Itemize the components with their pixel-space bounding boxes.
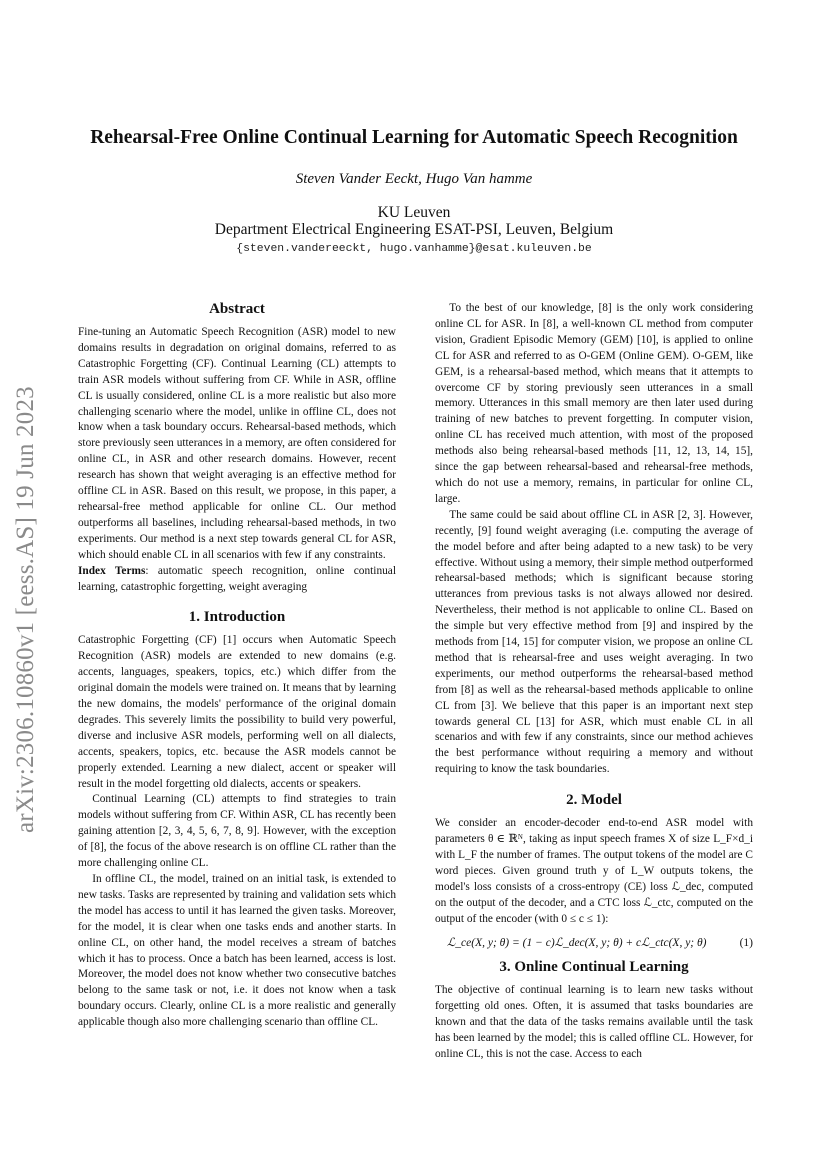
intro-paragraph-1: Catastrophic Forgetting (CF) [1] occurs when Automatic Speech Recognition (ASR) models are extended to new domains (e.g. accents, languages, speakers, topics, etc.) which differ from the original domain the models were trained on. It means that by learning the new domains, the models' performance of the original domain degrades. This severely limits the possibility to build very powerful, diverse and inclusive ASR models, performing well on all dialects, accents, speakers, topics, etc. because the ASR models cannot be properly extended. Learning a new dialect, accent or speaker will result in the model forgetting old dialects, accents or speakers. bbox=[78, 634, 396, 790]
author-emails: {steven.vandereeckt, hugo.vanhamme}@esat.kuleuven.be bbox=[236, 243, 592, 255]
abstract-text: Fine-tuning an Automatic Speech Recognition (ASR) model to new domains results in degradation on original domains, referred to as Catastrophic Forgetting (CF). Continual Learning (CL) attempts to train ASR models without suffering from CF. While in ASR, offline CL is usually considered, online CL is a more realistic but also more challenging scenario where the model, unlike in offline CL, does not know when a task boundary occurs. Rehearsal-based methods, which store previously seen utterances in a memory, are often considered for online CL, in ASR and other research domains. However, recent research has shown that weight averaging is an effective method for offline CL in ASR. Based on this result, we propose, in this paper, a rehearsal-free method applicable for online CL. Our method outperforms all baselines, including rehearsal-based methods, in two experiments. Our method is a next step towards general CL for ASR, which should enable CL in all scenarios with few if any constraints. bbox=[78, 326, 396, 561]
index-terms-text: : automatic speech recognition, online continual learning, catastrophic forgetting, weight averaging bbox=[78, 564, 396, 593]
intro-paragraph-3: In offline CL, the model, trained on an initial task, is extended to new tasks. Tasks are represented by training and validation sets which the model has access to until it has learned the given tasks. Moreover, for the model, it is clear when one tasks ends and another starts. In online CL, on other hand, the model receives a stream of batches which it has to process. Once a batch has been learned, access is lost. Moreover, the model does not know whether two consecutive batches belong to the same task or not, i.e. it does not know when a task boundary occurs. Clearly, online CL is a more realistic and generally applicable though also more challenging scenario than offline CL. bbox=[78, 873, 396, 1029]
right-paragraph-1: To the best of our knowledge, [8] is the only work considering online CL for ASR. In [8], a well-known CL method from computer vision, Gradient Episodic Memory (GEM) [10], is applied to online CL for ASR and referred to as O-GEM (Online GEM). O-GEM, like GEM, is a rehearsal-based method, which means that it attempts to overcome CF by storing previously seen utterances in a small memory. Utterances in this small memory are then later used during training of new batches to prevent forgetting. In computer vision, online CL has received much attention, with most of the proposed methods also being rehearsal-based methods [11, 12, 13, 14, 15], since the gap between rehearsal-based and rehearsal-free methods, which do not use a memory, remains, in particular for online CL, large. bbox=[435, 302, 753, 505]
affiliation-department: Department Electrical Engineering ESAT-PSI, Leuven, Belgium bbox=[214, 221, 614, 238]
equation-number: (1) bbox=[739, 936, 753, 949]
online-cl-heading: 3. Online Continual Learning bbox=[499, 959, 689, 976]
arxiv-stamp: arXiv:2306.10860v1 [eess.AS] 19 Jun 2023 bbox=[12, 386, 39, 834]
loss-equation bbox=[447, 936, 753, 952]
authors: Steven Vander Eeckt, Hugo Van hamme bbox=[295, 171, 533, 187]
paper-title: Rehearsal-Free Online Continual Learning for Automatic Speech Recognition bbox=[90, 127, 738, 148]
index-terms bbox=[78, 564, 396, 596]
left-column bbox=[78, 299, 396, 1031]
model-text: We consider an encoder-decoder end-to-end ASR model with parameters θ ∈ ℝᴺ, taking as input speech frames X of size L_F×d_i with L_F the number of frames. The output tokens of the model are C word pieces. Given ground truth y of L_W outputs tokens, the model's loss consists of a cross-entropy (CE) loss ℒ_dec, computed on the output of the decoder, and a CTC loss ℒ_ctc, computed on the output of the encoder (with 0 ≤ c ≤ 1): bbox=[435, 817, 753, 925]
abstract-heading: Abstract bbox=[209, 301, 265, 317]
affiliation-institution: KU Leuven bbox=[377, 204, 451, 221]
model-heading: 2. Model bbox=[566, 792, 622, 809]
right-column bbox=[435, 301, 753, 1063]
intro-heading: 1. Introduction bbox=[188, 609, 286, 626]
index-terms-label: Index Terms bbox=[78, 564, 146, 577]
equation-body: ℒ_ce(X, y; θ) = (1 − c)ℒ_dec(X, y; θ) + cℒ_ctc(X, y; θ) bbox=[447, 936, 707, 949]
right-paragraph-2: The same could be said about offline CL in ASR [2, 3]. However, recently, [9] found weight averaging (i.e. computing the average of the model before and after being adapted to a new task) to be very effective. Without using a memory, their simple method outperformed rehearsal-based methods; which is significant because storing utterances from previous tasks is not always allowed nor desired. Nevertheless, their method is not applicable to online CL. Based on the simple but very effective method from [9] and inspired by the methods from [14, 15] for computer vision, we propose an online CL method that is rehearsal-free and uses weight averaging. In two experiments, our method outperforms the rehearsal-based method from [8] as well as the rehearsal-based methods applicable to online CL from [3]. We believe that this paper is an important next step towards general CL [13] for ASR, which must enable CL in all scenarios and with few if any constraints, since our method achieves the best performance without requiring a memory and without requiring to know the task boundaries. bbox=[435, 508, 753, 776]
online-cl-text: The objective of continual learning is to learn new tasks without forgetting old ones. Often, it is assumed that tasks boundaries are known and that the data of the tasks remains available until the task has been learned by the model; this is called offline CL. However, for online CL, this is not the case. Access to each bbox=[435, 984, 753, 1061]
intro-paragraph-2: Continual Learning (CL) attempts to find strategies to train models without suffering from CF. Within ASR, CL has recently been gaining attention [2, 3, 4, 5, 6, 7, 8, 9]. However, with the exception of [8], the focus of the above research is on offline CL rather than the more challenging online CL. bbox=[78, 793, 396, 870]
